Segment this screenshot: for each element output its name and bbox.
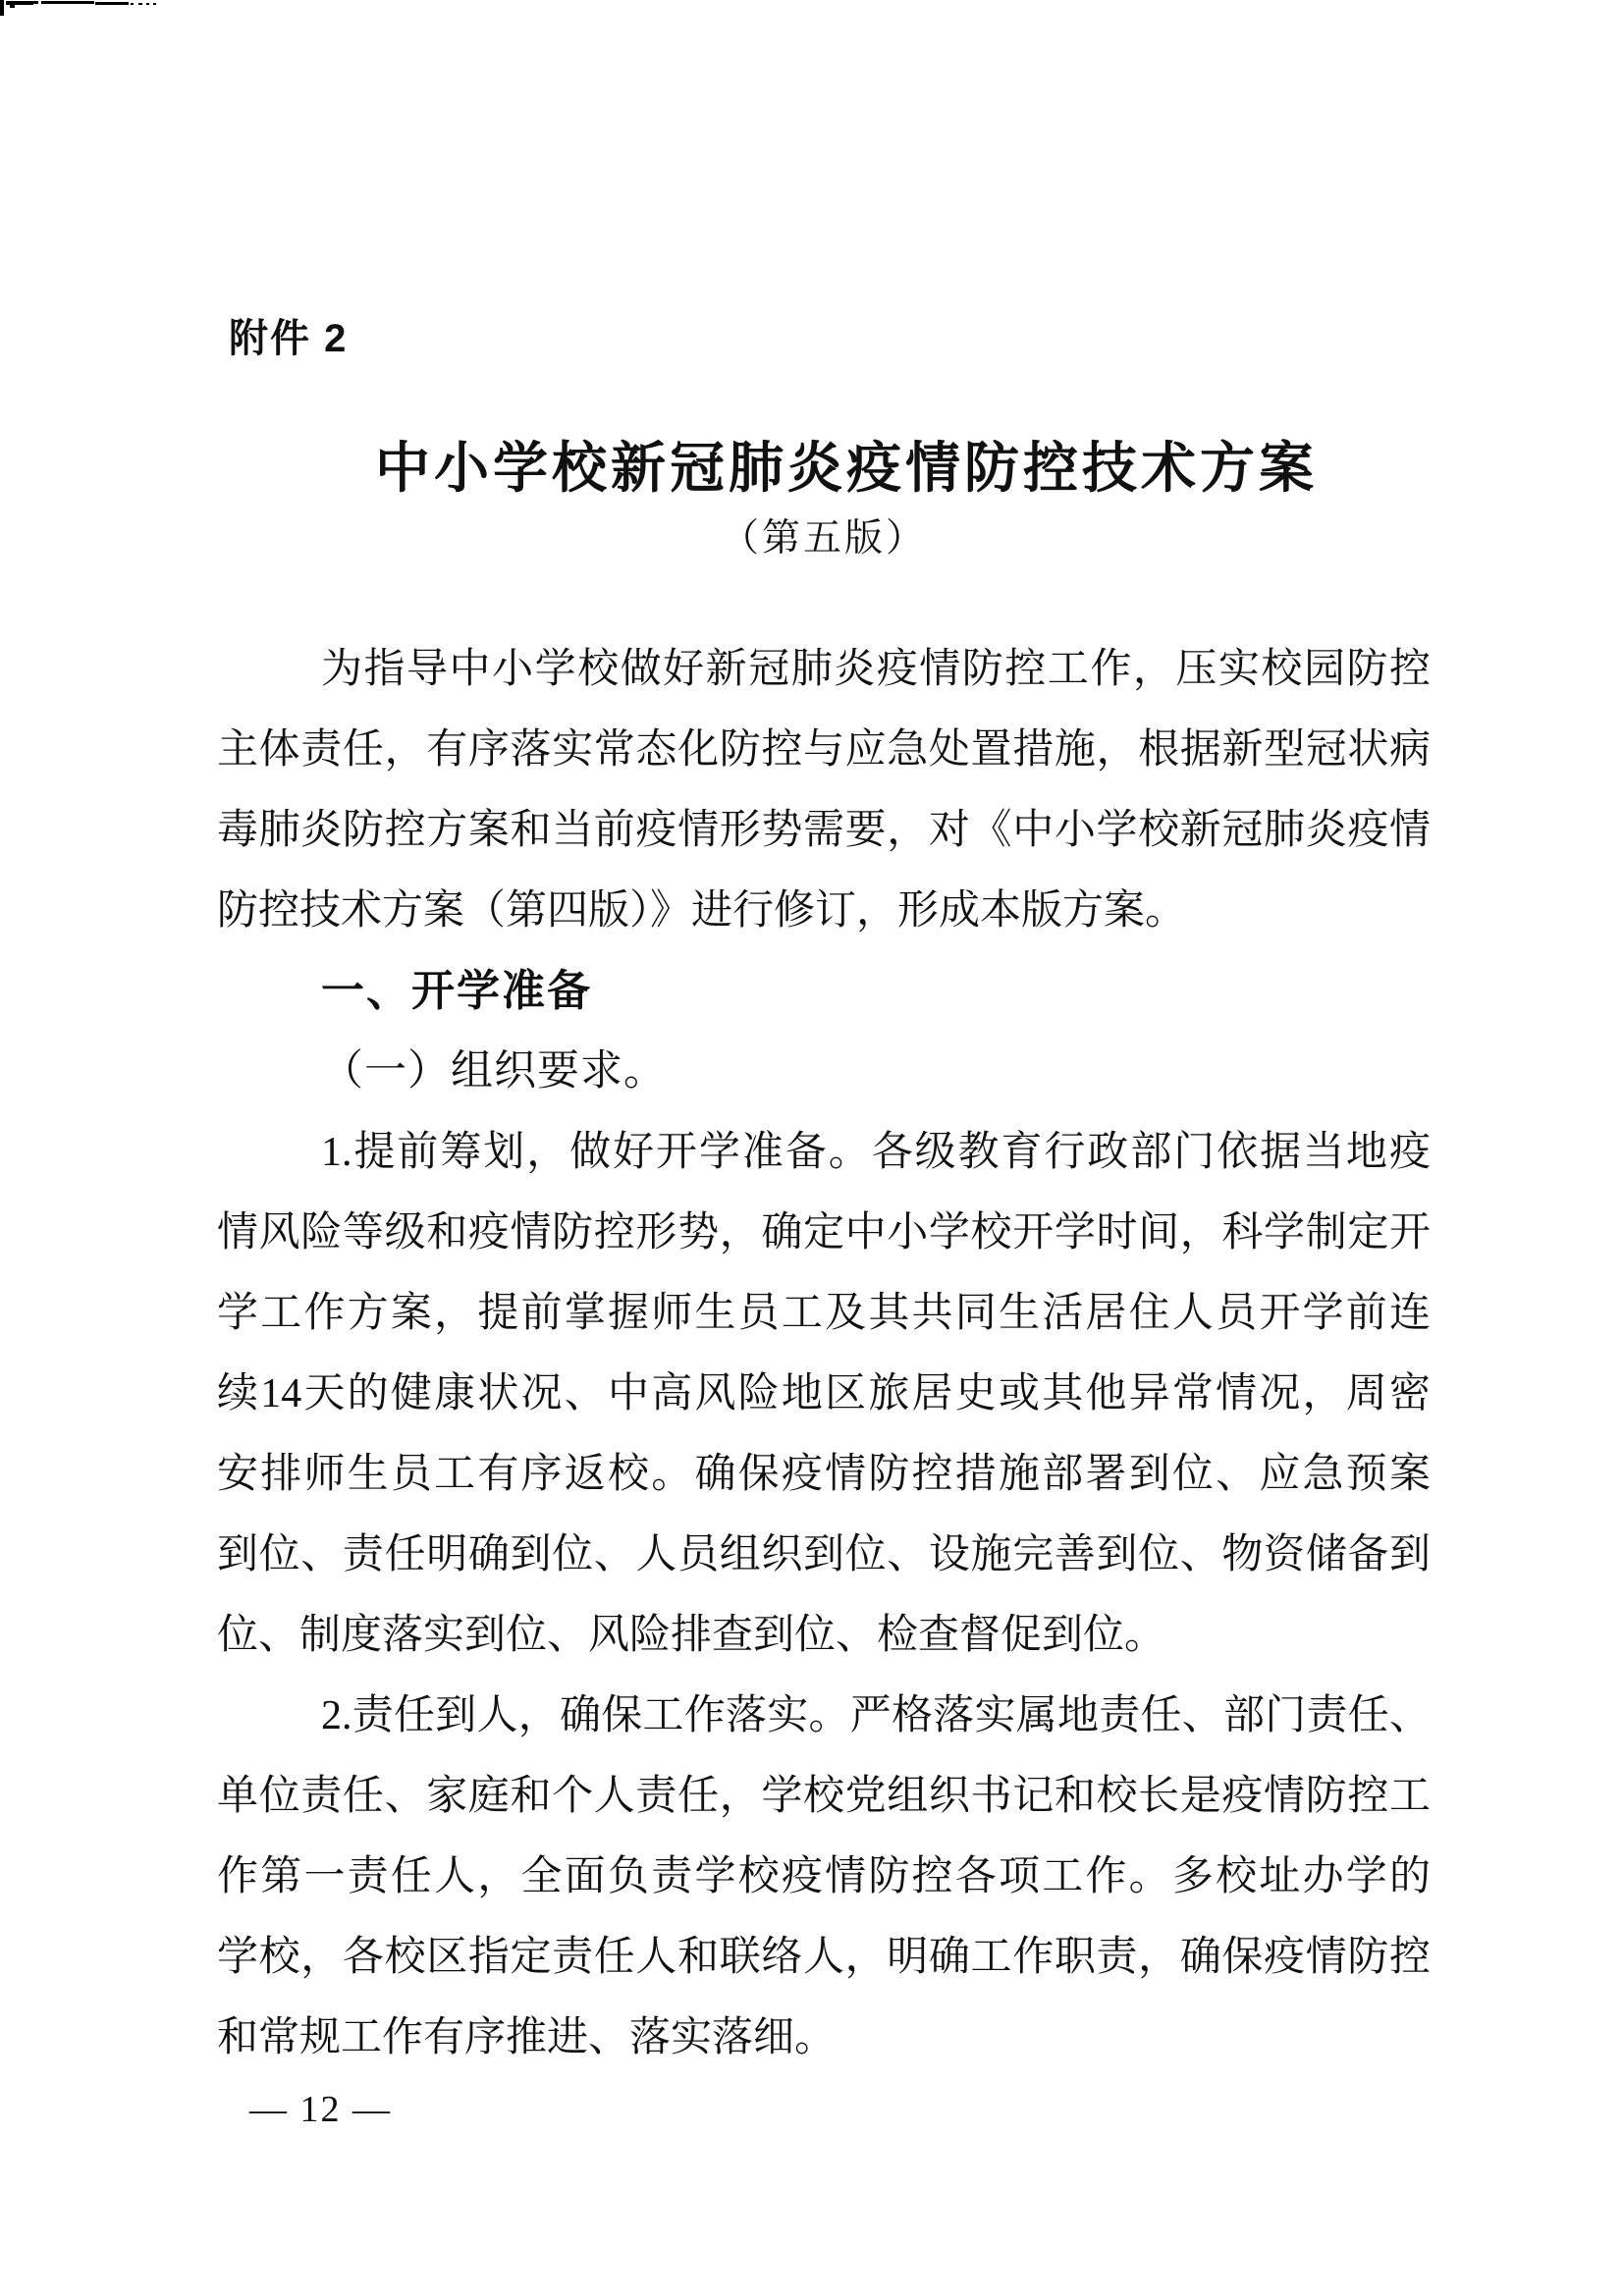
page-number: — 12 — xyxy=(249,2089,392,2130)
item1-line-1: 1.提前筹划，做好开学准备。各级教育行政部门依据当地疫 xyxy=(321,1130,1431,1175)
scan-artifact xyxy=(31,1,38,4)
item2-line-1: 2.责任到人，确保工作落实。严格落实属地责任、部门责任、 xyxy=(321,1693,1431,1738)
item2-line-3: 作第一责任人，全面负责学校疫情防控各项工作。多校址办学的 xyxy=(217,1854,1431,1899)
item1-line-6: 到位、责任明确到位、人员组织到位、设施完善到位、物资储备到 xyxy=(217,1532,1431,1577)
scan-artifact xyxy=(153,3,156,5)
subsection-heading: （一）组织要求。 xyxy=(321,1048,667,1095)
item1-line-3: 学工作方案，提前掌握师生员工及其共同生活居住人员开学前连 xyxy=(217,1291,1431,1336)
document-body xyxy=(217,629,1431,2078)
scan-artifact xyxy=(10,5,15,8)
scan-artifact xyxy=(146,3,149,5)
intro-line-2: 主体责任，有序落实常态化防控与应急处置措施，根据新型冠状病 xyxy=(217,727,1431,773)
item1-line-2: 情风险等级和疫情防控形势，确定中小学校开学时间，科学制定开 xyxy=(217,1210,1431,1255)
intro-line-3: 毒肺炎防控方案和当前疫情形势需要，对《中小学校新冠肺炎疫情 xyxy=(217,808,1431,853)
section-heading: 一、开学准备 xyxy=(321,967,592,1015)
item2-line-5: 和常规工作有序推进、落实落细。 xyxy=(217,2015,837,2060)
item2-line-4: 学校，各校区指定责任人和联络人，明确工作职责，确保疫情防控 xyxy=(217,1935,1431,1980)
scan-artifact xyxy=(0,0,4,16)
attachment-label: 附件 2 xyxy=(229,317,349,360)
item2-line-2: 单位责任、家庭和个人责任，学校党组织书记和校长是疫情防控工 xyxy=(217,1774,1431,1819)
item1-line-5: 安排师生员工有序返校。确保疫情防控措施部署到位、应急预案 xyxy=(217,1452,1431,1497)
intro-line-1: 为指导中小学校做好新冠肺炎疫情防控工作，压实校园防控 xyxy=(321,647,1431,692)
scan-artifact xyxy=(41,1,94,4)
document-title: 中小学校新冠肺炎疫情防控技术方案 xyxy=(375,439,1318,500)
intro-line-4: 防控技术方案（第四版）》进行修订，形成本版方案。 xyxy=(217,888,1187,934)
scan-artifact xyxy=(138,3,142,5)
item1-line-7: 位、制度落实到位、风险排查到位、检查督促到位。 xyxy=(217,1613,1166,1658)
document-subtitle: （第五版） xyxy=(720,517,927,560)
item1-line-4: 续14天的健康状况、中高风险地区旅居史或其他异常情况，周密 xyxy=(217,1371,1431,1416)
scan-artifact xyxy=(131,3,134,5)
scan-artifact xyxy=(95,2,129,5)
